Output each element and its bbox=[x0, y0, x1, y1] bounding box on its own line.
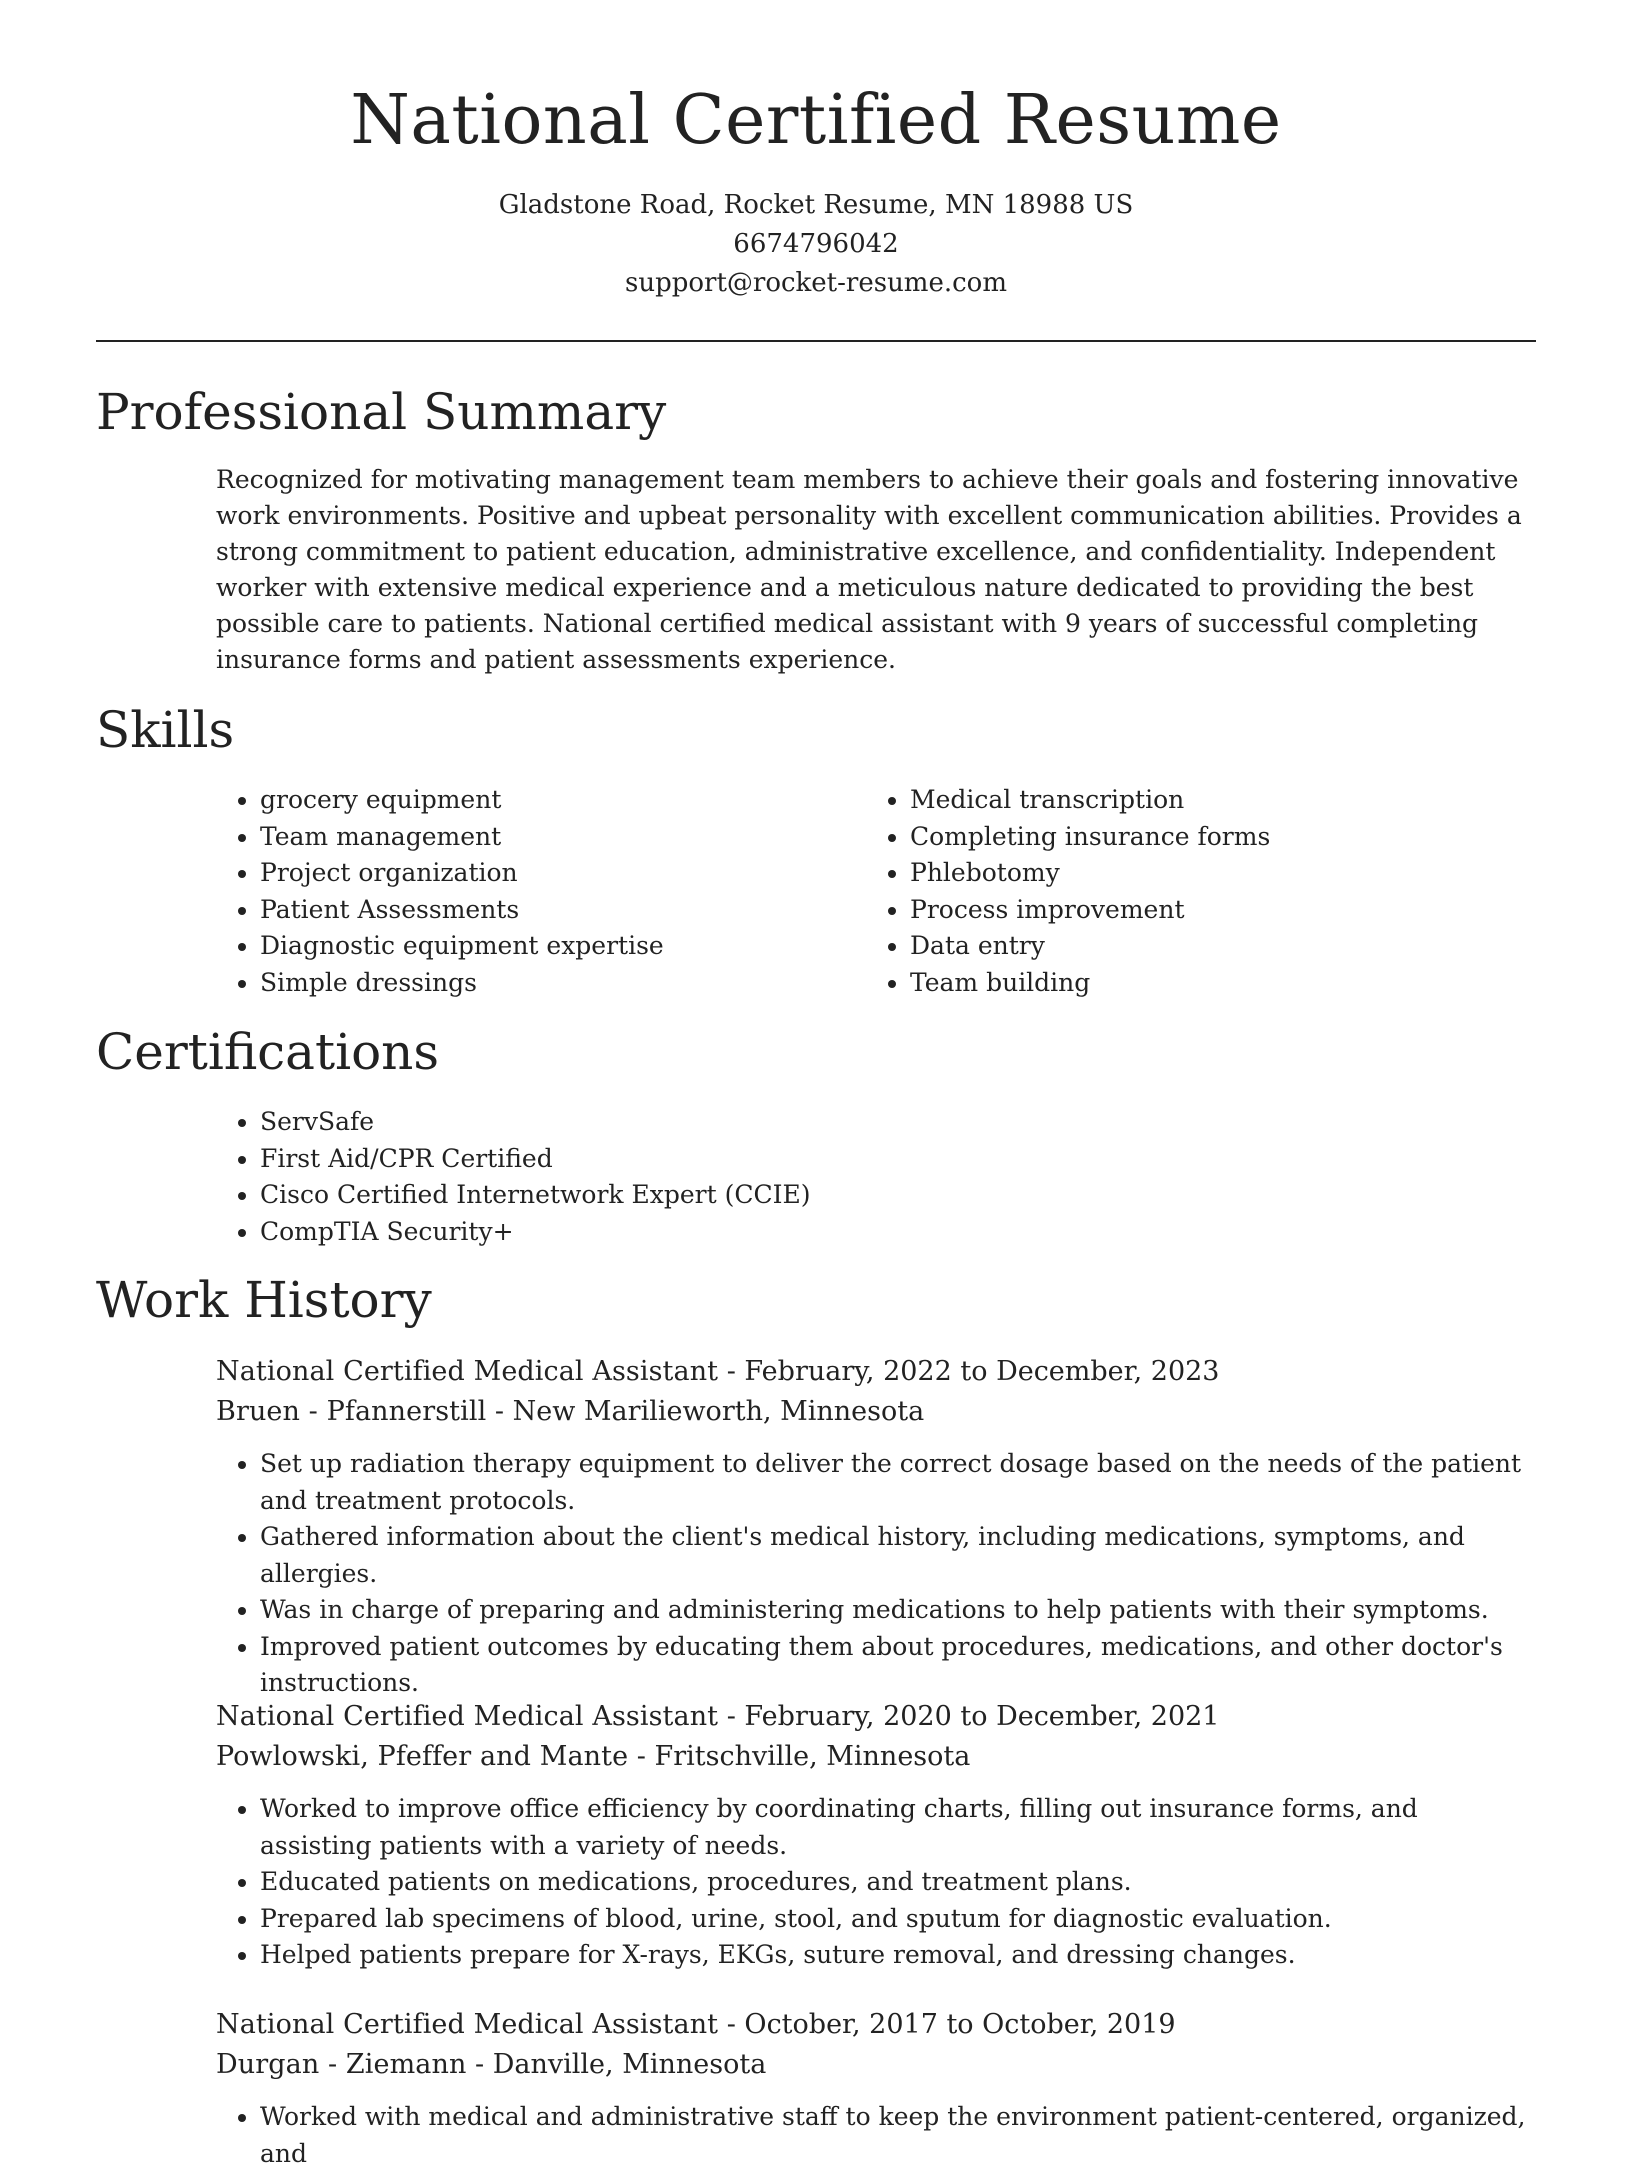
job-entry bbox=[216, 1697, 1536, 1974]
resume-header bbox=[0, 0, 1632, 303]
skills-heading: Skills bbox=[96, 701, 235, 759]
skill-item: • Completing insurance forms bbox=[910, 819, 1486, 856]
contact-address: Gladstone Road, Rocket Resume, MN 18988 US bbox=[498, 189, 1134, 220]
job-bullet: • Prepared lab specimens of blood, urine, stool, and sputum for diagnostic evaluation. bbox=[260, 1901, 1536, 1938]
job-company: Durgan - Ziemann bbox=[216, 2049, 467, 2080]
certification-item: • CompTIA Security+ bbox=[260, 1214, 1416, 1251]
skill-item: • Simple dressings bbox=[260, 965, 836, 1002]
certifications-list bbox=[216, 1104, 1416, 1250]
skill-item: • Phlebotomy bbox=[910, 855, 1486, 892]
contact-email: support@rocket-resume.com bbox=[624, 267, 1007, 298]
job-title-line bbox=[216, 2005, 1536, 2045]
header-divider bbox=[96, 340, 1536, 342]
job-bullets bbox=[216, 2099, 1536, 2172]
skills-column-right bbox=[866, 782, 1486, 1001]
certifications-heading: Certifications bbox=[96, 1023, 440, 1081]
job-company-line bbox=[216, 1392, 1536, 1432]
job-company: Bruen - Pfannerstill bbox=[216, 1396, 487, 1427]
job-role: National Certified Medical Assistant bbox=[216, 1356, 719, 1387]
job-dates: - October, 2017 to October, 2019 bbox=[718, 2009, 1176, 2040]
certification-item: • ServSafe bbox=[260, 1104, 1416, 1141]
skill-item: • Process improvement bbox=[910, 892, 1486, 929]
job-bullet: • Worked with medical and administrative staff to keep the environment patient-centered, organized, and bbox=[260, 2099, 1536, 2172]
skills-column-left bbox=[216, 782, 836, 1001]
skill-item: • grocery equipment bbox=[260, 782, 836, 819]
contact-block bbox=[0, 186, 1632, 303]
skill-item: • Medical transcription bbox=[910, 782, 1486, 819]
work-history-heading: Work History bbox=[96, 1271, 432, 1329]
skill-item: • Data entry bbox=[910, 928, 1486, 965]
job-bullet: • Set up radiation therapy equipment to deliver the correct dosage based on the needs of the patient and treatment protocols. bbox=[260, 1446, 1536, 1519]
contact-phone: 6674796042 bbox=[733, 228, 899, 259]
job-dates: - February, 2022 to December, 2023 bbox=[718, 1356, 1220, 1387]
skill-item: • Patient Assessments bbox=[260, 892, 836, 929]
job-bullets bbox=[216, 1446, 1536, 1702]
job-entry bbox=[216, 2005, 1536, 2172]
skill-item: • Team building bbox=[910, 965, 1486, 1002]
job-dates: - February, 2020 to December, 2021 bbox=[718, 1701, 1220, 1732]
certification-item: • First Aid/CPR Certified bbox=[260, 1141, 1416, 1178]
summary-heading: Professional Summary bbox=[96, 383, 667, 441]
job-role: National Certified Medical Assistant bbox=[216, 2009, 719, 2040]
job-title-line bbox=[216, 1697, 1536, 1737]
job-location: - Fritschville, Minnesota bbox=[628, 1741, 971, 1772]
skill-item: • Team management bbox=[260, 819, 836, 856]
certification-item: • Cisco Certified Internetwork Expert (CCIE) bbox=[260, 1177, 1416, 1214]
job-bullets bbox=[216, 1791, 1536, 1974]
job-location: - Danville, Minnesota bbox=[466, 2049, 767, 2080]
skill-item: • Project organization bbox=[260, 855, 836, 892]
job-company-line bbox=[216, 1737, 1536, 1777]
job-entry bbox=[216, 1352, 1536, 1702]
job-bullet: • Worked to improve office efficiency by coordinating charts, filling out insurance forms, and assisting patients with a variety of needs. bbox=[260, 1791, 1536, 1864]
job-bullet: • Educated patients on medications, procedures, and treatment plans. bbox=[260, 1864, 1536, 1901]
resume-name: National Certified Resume bbox=[350, 81, 1282, 160]
job-role: National Certified Medical Assistant bbox=[216, 1701, 719, 1732]
job-company-line bbox=[216, 2045, 1536, 2085]
job-location: - New Marilieworth, Minnesota bbox=[486, 1396, 925, 1427]
job-bullet: • Improved patient outcomes by educating them about procedures, medications, and other doctor's instructions. bbox=[260, 1629, 1536, 1702]
job-bullet: • Gathered information about the client's medical history, including medications, symptoms, and allergies. bbox=[260, 1519, 1536, 1592]
job-bullet: • Helped patients prepare for X-rays, EKGs, suture removal, and dressing changes. bbox=[260, 1937, 1536, 1974]
job-company: Powlowski, Pfeffer and Mante bbox=[216, 1741, 629, 1772]
job-bullet: • Was in charge of preparing and administering medications to help patients with their symptoms. bbox=[260, 1592, 1536, 1629]
job-title-line bbox=[216, 1352, 1536, 1392]
skill-item: • Diagnostic equipment expertise bbox=[260, 928, 836, 965]
summary-text: Recognized for motivating management team members to achieve their goals and fostering innovative work environments. Positive and upbeat personality with excellent communication abilities. Provides a strong commitment to patient education, administrative excellence, and confidentiality. Independent worker with extensive medical experience and a meticulous nature dedicated to providing the best possible care to patients. National certified medical assistant with 9 years of successful completing insurance forms and patient assessments experience. bbox=[216, 465, 1522, 674]
